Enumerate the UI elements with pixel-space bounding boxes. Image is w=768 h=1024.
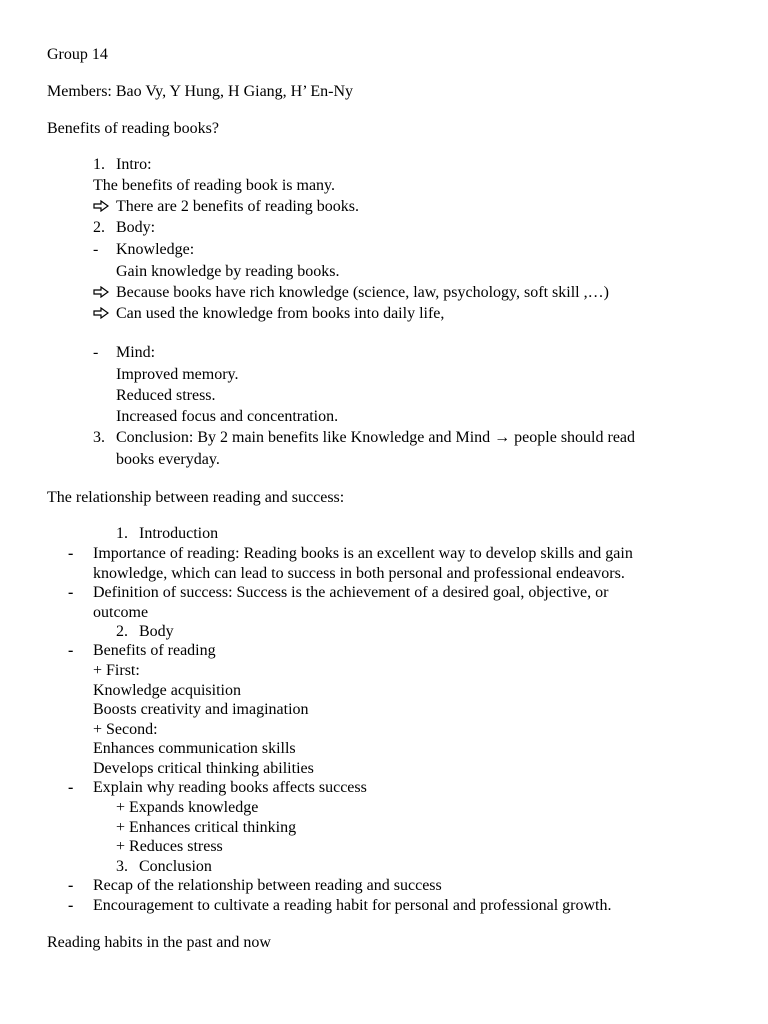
members-line: Members: Bao Vy, Y Hung, H Giang, H’ En-Ny — [47, 83, 354, 100]
group-heading: Group 14 — [47, 46, 108, 63]
recap-text: Recap of the relationship between reading and success — [93, 877, 442, 894]
second-heading: + Second: — [93, 721, 158, 738]
list-number: 2. — [116, 623, 128, 640]
dash-bullet: - — [68, 642, 74, 659]
section-title-relationship: The relationship between reading and success: — [47, 489, 345, 506]
dash-bullet: - — [68, 877, 74, 894]
explain-heading: Explain why reading books affects success — [93, 779, 367, 796]
knowledge-heading: Knowledge: — [116, 241, 195, 258]
conclusion-text: Conclusion: By 2 main benefits like Knowledge and Mind → people should read — [116, 429, 636, 446]
knowledge-text: Gain knowledge by reading books. — [116, 263, 340, 280]
arrow-bullet-icon — [93, 197, 109, 216]
dash-bullet: - — [68, 779, 74, 796]
dash-bullet: - — [93, 344, 99, 361]
list-number: 3. — [93, 429, 105, 446]
dash-bullet: - — [68, 545, 74, 562]
definition-text: Definition of success: Success is the achievement of a desired goal, objective, or — [93, 584, 609, 601]
intro-heading: Intro: — [116, 156, 152, 173]
importance-text: Importance of reading: Reading books is an excellent way to develop skills and gain — [93, 545, 633, 562]
list-number: 1. — [93, 156, 105, 173]
first-point: Boosts creativity and imagination — [93, 701, 309, 718]
mind-point: Increased focus and concentration. — [116, 408, 339, 425]
arrow-bullet-icon — [93, 304, 109, 323]
second-point: Develops critical thinking abilities — [93, 760, 314, 777]
list-number: 1. — [116, 525, 128, 542]
knowledge-arrow-point: Can used the knowledge from books into daily life, — [116, 305, 445, 322]
dash-bullet: - — [68, 584, 74, 601]
mind-point: Improved memory. — [116, 366, 239, 383]
explain-point: + Reduces stress — [116, 838, 223, 855]
intro-arrow-point: There are 2 benefits of reading books. — [116, 198, 360, 215]
arrow-bullet-icon — [93, 283, 109, 302]
mind-heading: Mind: — [116, 344, 156, 361]
definition-text-continued: outcome — [93, 604, 149, 621]
body-heading: Body — [139, 623, 174, 640]
explain-point: + Expands knowledge — [116, 799, 259, 816]
importance-text-continued: knowledge, which can lead to success in both personal and professional endeavors. — [93, 565, 625, 582]
knowledge-arrow-point: Because books have rich knowledge (science, law, psychology, soft skill ,…) — [116, 284, 609, 301]
conclusion-text-continued: books everyday. — [116, 451, 220, 468]
introduction-heading: Introduction — [139, 525, 219, 542]
intro-text: The benefits of reading book is many. — [93, 177, 336, 194]
conclusion-heading: Conclusion — [139, 858, 212, 875]
list-number: 2. — [93, 219, 105, 236]
benefits-heading: Benefits of reading — [93, 642, 216, 659]
encouragement-text: Encouragement to cultivate a reading habit for personal and professional growth. — [93, 897, 612, 914]
mind-point: Reduced stress. — [116, 387, 216, 404]
explain-point: + Enhances critical thinking — [116, 819, 297, 836]
dash-bullet: - — [68, 897, 74, 914]
first-point: Knowledge acquisition — [93, 682, 241, 699]
body-heading: Body: — [116, 219, 156, 236]
section-title-benefits: Benefits of reading books? — [47, 120, 219, 137]
section-title-reading-habits: Reading habits in the past and now — [47, 934, 271, 951]
second-point: Enhances communication skills — [93, 740, 296, 757]
dash-bullet: - — [93, 241, 99, 258]
list-number: 3. — [116, 858, 128, 875]
first-heading: + First: — [93, 662, 140, 679]
